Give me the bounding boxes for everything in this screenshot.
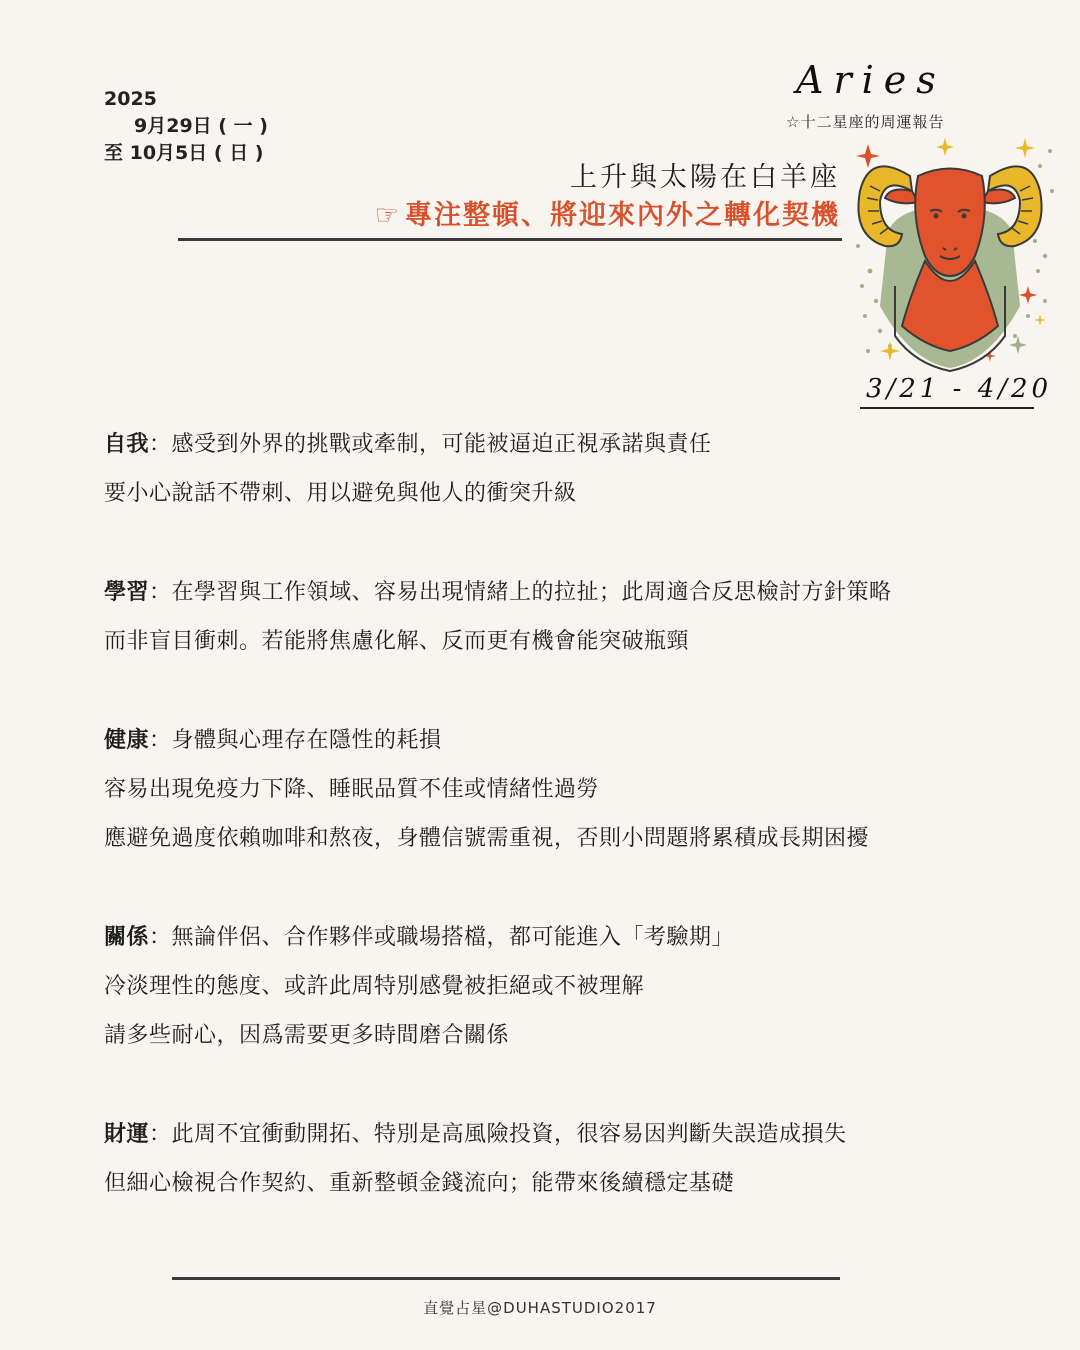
section-line: 而非盲目衝刺。若能將焦慮化解、反而更有機會能突破瓶頸 — [104, 629, 690, 654]
section-line: 請多些耐心，因爲需要更多時間磨合關係 — [104, 1023, 510, 1048]
section-study — [104, 568, 1044, 666]
section-label: 健康 — [104, 728, 150, 753]
headline-block — [375, 160, 840, 236]
section-line: 容易出現免疫力下降、睡眠品質不佳或情緒性過勞 — [104, 777, 600, 802]
date-block — [104, 86, 268, 167]
date-range-underline — [860, 407, 1034, 409]
section-self — [104, 420, 1044, 518]
date-to: 至 10月5日 ( 日 ) — [104, 142, 264, 164]
fortune-sections — [104, 420, 1044, 1258]
section-line: 學習：在學習與工作領域、容易出現情緒上的拉扯；此周適合反思檢討方針策略 — [104, 580, 892, 605]
section-line: 要小心說話不帶刺、用以避免與他人的衝突升級 — [104, 481, 577, 506]
pointing-hand-icon: ☞ — [374, 200, 401, 231]
section-line: 財運：此周不宜衝動開拓、特別是高風險投資，很容易因判斷失誤造成損失 — [104, 1122, 847, 1147]
header-divider — [178, 238, 842, 241]
ram-illustration — [840, 136, 1060, 376]
section-label: 關係 — [104, 925, 150, 950]
section-label: 自我 — [104, 432, 150, 457]
report-title: ☆十二星座的周運報告 — [786, 113, 945, 131]
section-line: 應避免過度依賴咖啡和熬夜，身體信號需重視，否則小問題將累積成長期困擾 — [104, 826, 870, 851]
date-from: 9月29日 ( 一 ) — [134, 115, 268, 137]
section-line: 健康：身體與心理存在隱性的耗損 — [104, 728, 442, 753]
section-wealth — [104, 1110, 1044, 1208]
section-health — [104, 716, 1044, 863]
section-line: 關係：無論伴侶、合作夥伴或職場搭檔，都可能進入「考驗期」 — [104, 925, 735, 950]
year: 2025 — [104, 88, 157, 110]
footer-divider — [172, 1277, 840, 1280]
headline: 上升與太陽在白羊座 — [570, 162, 840, 193]
section-line: 冷淡理性的態度、或許此周特別感覺被拒絕或不被理解 — [104, 974, 645, 999]
date-range: 3/21 - 4/20 — [866, 374, 1053, 404]
section-line: 但細心檢視合作契約、重新整頓金錢流向；能帶來後續穩定基礎 — [104, 1171, 735, 1196]
section-line: 自我：感受到外界的挑戰或牽制，可能被逼迫正視承諾與責任 — [104, 432, 712, 457]
tagline-text: 專注整頓、將迎來內外之轉化契機 — [405, 200, 840, 231]
footer-credit: 直覺占星@DUHASTUDIO2017 — [423, 1299, 657, 1317]
section-label: 學習 — [104, 580, 150, 605]
sign-name: Aries — [796, 58, 946, 102]
tagline — [375, 196, 840, 236]
section-label: 財運 — [104, 1122, 150, 1147]
section-relationship — [104, 913, 1044, 1060]
